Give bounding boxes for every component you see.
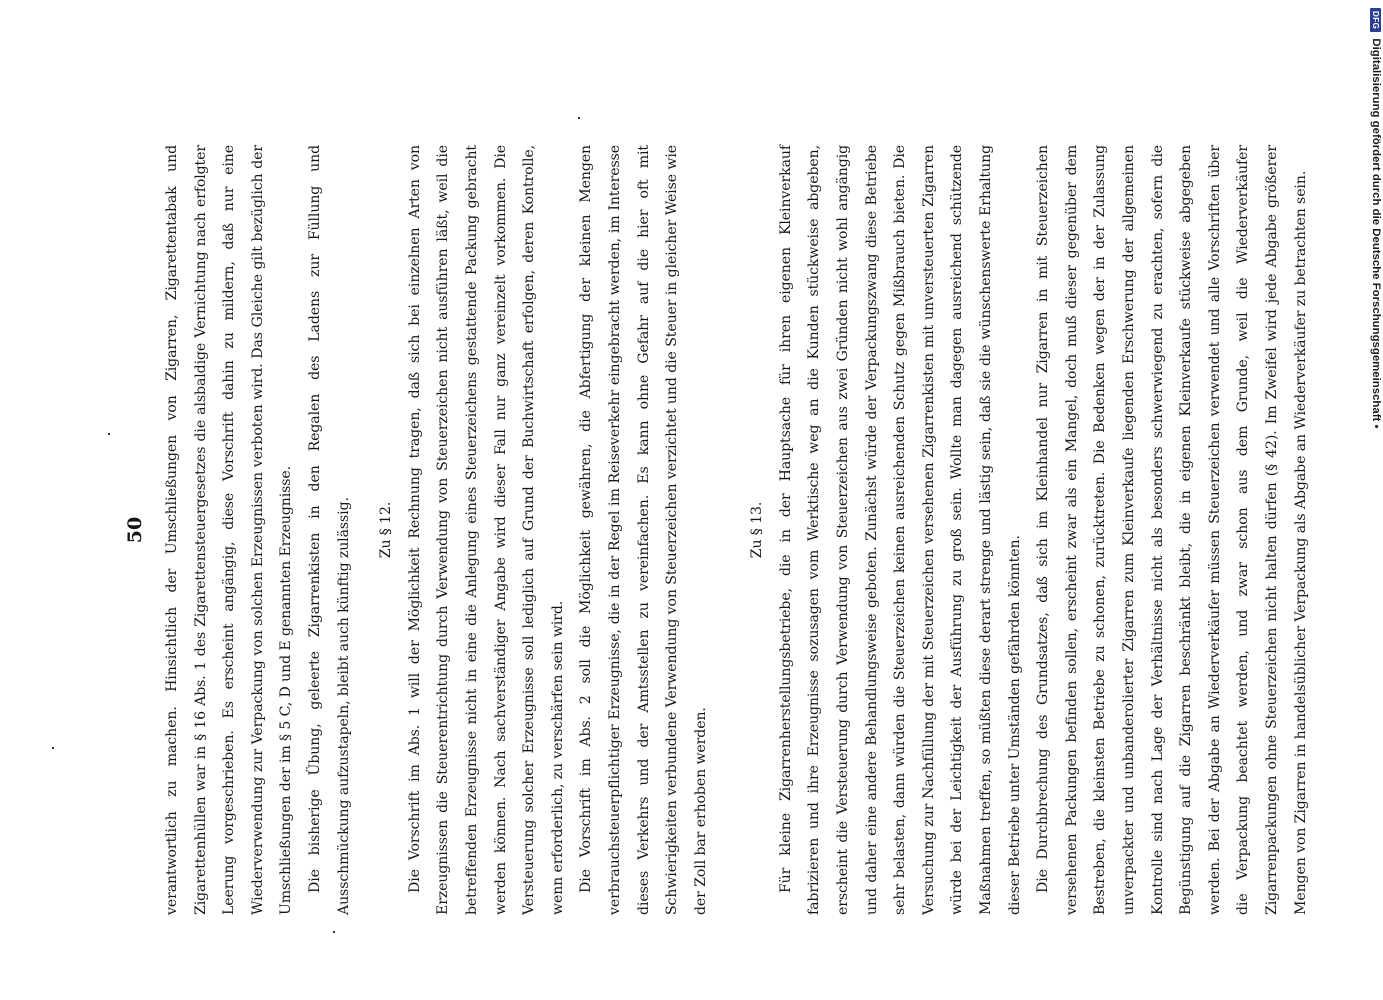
rotated-document-content — [120, 145, 1309, 915]
section-12-heading: Zu § 12. — [378, 501, 395, 559]
document-body — [158, 145, 1315, 915]
scan-speck — [578, 117, 580, 119]
section-13-paragraph-1: Für kleine Zigarrenherstellungsbetriebe, die in der Hauptsache für ihren eigenen Kleinverkauf fabrizieren und ihre Erzeugnisse sozusagen vom Werktische weg an die Kunden stückweise abgeben, erscheint die Versteuerung durch Verwendung von Steuerzeichen aus zwei Gründen nicht wohl angängig und daher eine andere Behandlungsweise geboten. Zunächst würde der Verpackungszwang diese Betriebe sehr belasten, dann würden die Steuerzeichen keinen ausreichenden Schutz gegen Mißbrauch bieten. Die Versuchung zur Nachfüllung der mit Steuerzeichen versehenen Zigarrenkisten mit unversteuerten Zigarren würde bei der Leichtigkeit der Ausführung zu groß sein. Wollte man dagegen ausreichend schützende Maßnahmen treffen, so müßten diese derart strenge und lästig sein, daß sie die wünschenswerte Erhaltung dieser Betriebe unter Umständen gefährden könnten. — [777, 145, 1023, 915]
section-13-heading: Zu § 13. — [749, 501, 766, 559]
dfg-logo: DFG — [1371, 8, 1382, 32]
digitization-credit — [1366, 8, 1383, 728]
intro-paragraph-1: verantwortlich zu machen. Hinsichtlich der Umschließungen von Zigarren, Zigarettentabak und Zigarettenhüllen war in § 16 Abs. 1 des Zigarettensteuergesetzes die alsbaldige Vernichtung nach erfolgter Leerung vorgeschrieben. Es erscheint angängig, diese Vorschrift dahin zu mildern, daß nur eine Wiederverwendung zur Verpackung von solchen Erzeugnissen verboten wird. Das Gleiche gilt bezüglich der Umschließungen der im § 5 C, D und E genannten Erzeugnisse. — [164, 145, 295, 915]
scan-speck — [108, 433, 110, 435]
section-13-paragraph-2: Die Durchbrechung des Grundsatzes, daß sich im Kleinhandel nur Zigarren in mit Steuerzeichen versehenen Packungen befinden sollen, erscheint zwar als ein Mangel, doch muß dieser gegenüber dem Bestreben, die kleinsten Betriebe zu schonen, zurücktreten. Die Bedenken wegen der in der Zulassung unverpackter und unbanderolierter Zigarren zum Kleinverkaufe liegenden Erschwerung der allgemeinen Kontrolle sind nach Lage der Verhältnisse nicht als besonders schwerwiegend zu erachten, sofern die Begünstigung auf die Zigarren beschränkt bleibt, die in eigenen Kleinverkaufe stückweise abgegeben werden. Bei der Abgabe an Wiederverkäufer müssen Steuerzeichen verwendet und alle Vorschriften über die Verpackung beachtet werden, und zwar schon aus dem Grunde, weil die Wiederverkäufer Zigarrenpackungen ohne Steuerzeichen nicht halten dürfen (§ 42). Im Zweifel wird jede Abgabe größerer Mengen von Zigarren in handelsüblicher Verpackung als Abgabe an Wiederverkäufer zu betrachten sein. — [1035, 145, 1309, 915]
section-12-paragraph-1: Die Vorschrift im Abs. 1 will der Möglichkeit Rechnung tragen, daß sich bei einzelnen Arten von Erzeugnissen die Steuerentrichtung durch Verwendung von Steuerzeichen nicht ausführen läßt, weil die betreffenden Erzeugnisse nicht in eine die Anlegung eines Steuerzeichens gestattende Packung gebracht werden können. Nach sachverständiger Angabe wird dieser Fall nur ganz vereinzelt vorkommen. Die Versteuerung solcher Erzeugnisse soll lediglich auf Grund der Buchwirtschaft erfolgen, deren Kontrolle, wenn erforderlich, zu verschärfen sein wird. — [406, 145, 566, 915]
page-number: 50 — [124, 516, 146, 544]
section-12-paragraph-2: Die Vorschrift im Abs. 2 soll die Möglichkeit gewähren, die Abfertigung der kleinen Mengen verbrauchsteuerpflichtiger Erzeugnisse, die in der Regel im Reiseverkehr eingebracht werden, im Interesse dieses Verkehrs und der Amtsstellen zu vereinfachen. Es kann ohne Gefahr auf die hier oft mit Schwierigkeiten verbundene Verwendung von Steuerzeichen verzichtet und die Steuer in gleicher Weise wie der Zoll bar erhoben werden. — [578, 145, 709, 915]
scan-speck — [333, 931, 335, 933]
credit-text: Digitalisierung gefördert durch die Deutsche Forschungsgemeinschaft • — [1370, 38, 1382, 429]
intro-paragraph-2: Die bisherige Übung, geleerte Zigarrenkisten in den Regalen des Ladens zur Füllung und Ausschmückung aufzustapeln, bleibt auch künftig zulässig. — [306, 145, 352, 915]
scan-speck — [52, 747, 54, 749]
